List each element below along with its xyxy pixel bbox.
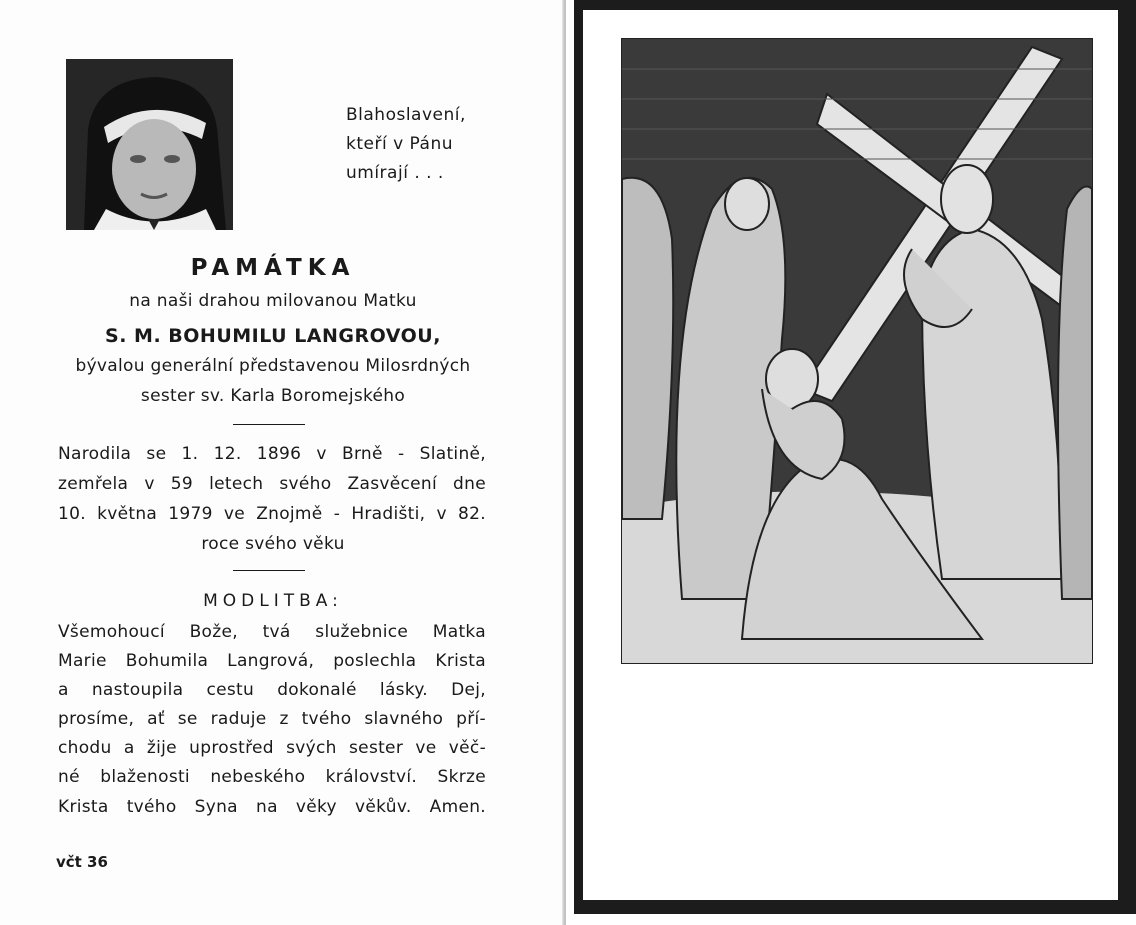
- role-line: sester sv. Karla Boromejského: [140, 386, 406, 406]
- prayer-heading: MODLITBA:: [203, 591, 343, 611]
- portrait-photo: [66, 59, 233, 230]
- right-page: [566, 0, 1136, 925]
- memorial-subtitle: na naši drahou milovanou Matku: [129, 291, 417, 311]
- prayer-line: prosíme, ať se raduje z tvého slavného pří-: [58, 709, 486, 729]
- frame-bottom-edge: [574, 902, 1136, 907]
- reference-code: včt 36: [56, 853, 108, 871]
- nun-portrait-icon: [66, 59, 233, 230]
- left-page: [0, 0, 566, 925]
- christ-carrying-cross-icon: [622, 39, 1092, 663]
- role-line: bývalou generální představenou Milosrdných: [75, 356, 471, 376]
- motto-line: umírají . . .: [346, 163, 444, 183]
- divider: [233, 424, 305, 425]
- deceased-name: S. M. BOHUMILU LANGROVOU,: [105, 325, 441, 347]
- motto-line: kteří v Pánu: [346, 134, 454, 154]
- divider: [233, 570, 305, 571]
- station-of-cross-artwork: [621, 38, 1093, 664]
- biography-line: roce svého věku: [201, 534, 345, 554]
- memorial-title: PAMÁTKA: [190, 255, 356, 281]
- biography-line: 10. května 1979 ve Znojmě - Hradišti, v 82.: [58, 504, 486, 524]
- prayer-line: Krista tvého Syna na věky věkův. Amen.: [58, 797, 486, 817]
- biography-line: Narodila se 1. 12. 1896 v Brně - Slatině,: [58, 444, 486, 464]
- motto-line: Blahoslavení,: [346, 105, 466, 125]
- prayer-line: né blaženosti nebeského království. Skrze: [58, 767, 486, 787]
- prayer-line: chodu a žije uprostřed svých sester ve věč-: [58, 738, 486, 758]
- prayer-line: a nastoupila cestu dokonalé lásky. Dej,: [58, 680, 486, 700]
- biography-line: zemřela v 59 letech svého Zasvěcení dne: [58, 474, 486, 494]
- prayer-line: Všemohoucí Bože, tvá služebnice Matka: [58, 622, 486, 642]
- beatitude-motto: [346, 101, 536, 188]
- prayer-line: Marie Bohumila Langrová, poslechla Krista: [58, 651, 486, 671]
